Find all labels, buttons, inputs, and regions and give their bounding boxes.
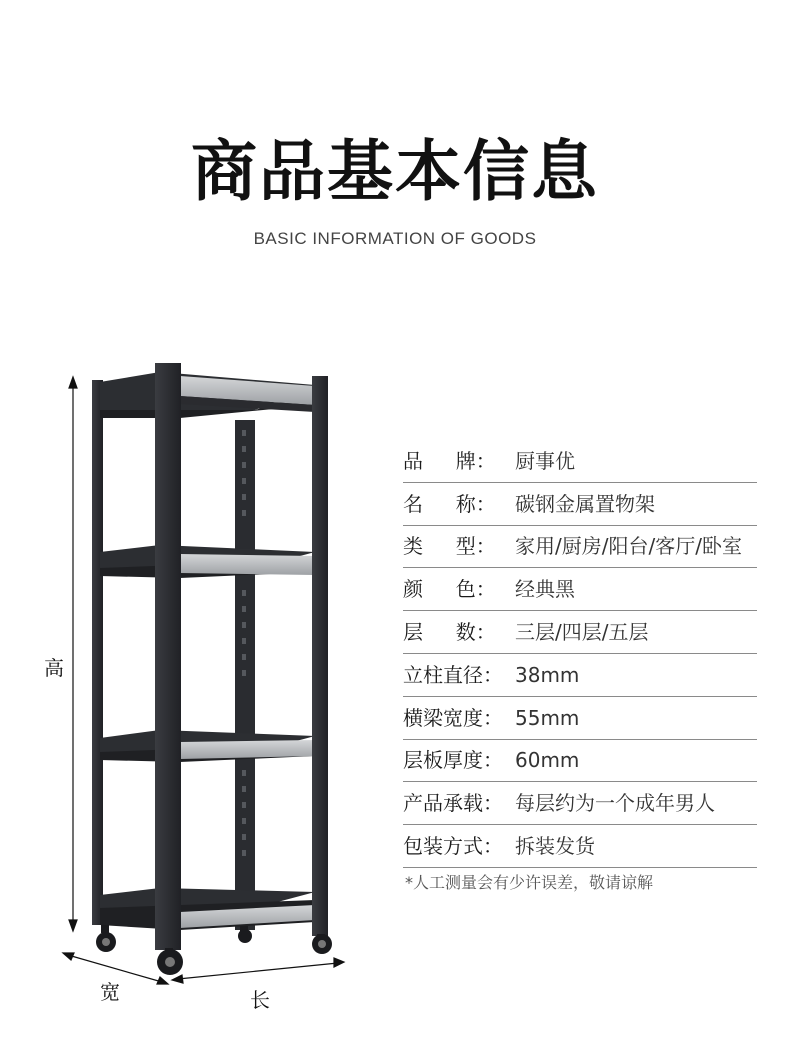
page-subtitle: BASIC INFORMATION OF GOODS <box>253 229 537 248</box>
shelf-level-4 <box>100 888 315 930</box>
spec-key: 名 称： <box>403 491 496 516</box>
spec-row-type <box>403 526 757 569</box>
page-title: 商品基本信息 <box>191 133 599 210</box>
length-arrow <box>172 958 344 983</box>
spec-value: 拆装发货 <box>515 834 595 859</box>
spec-value: 每层约为一个成年男人 <box>515 791 715 816</box>
spec-key: 层 数： <box>403 620 496 645</box>
spec-key: 立柱直径： <box>403 662 503 687</box>
spec-value: 家用/厨房/阳台/客厅/卧室 <box>515 534 742 559</box>
spec-key: 产品承载： <box>403 791 503 816</box>
spec-key: 包装方式： <box>403 834 503 859</box>
spec-row-brand <box>403 440 757 483</box>
spec-key: 横梁宽度： <box>403 705 503 730</box>
width-label: 宽 <box>100 980 120 1004</box>
spec-key: 品 牌： <box>403 448 496 473</box>
spec-value: 经典黑 <box>515 577 575 602</box>
spec-row-load <box>403 782 757 825</box>
spec-key: 颜 色： <box>403 577 496 602</box>
spec-value: 38mm <box>515 662 580 687</box>
spec-row-layers <box>403 611 757 654</box>
spec-value: 碳钢金属置物架 <box>515 491 655 516</box>
shelf-level-3 <box>100 730 315 762</box>
spec-row-name <box>403 483 757 526</box>
height-arrow <box>69 377 77 931</box>
spec-value: 55mm <box>515 705 580 730</box>
spec-row-beam-width <box>403 697 757 740</box>
spec-row-post-diameter <box>403 654 757 697</box>
spec-table <box>403 440 757 868</box>
height-label: 高 <box>44 656 64 680</box>
spec-value: 厨事优 <box>515 448 575 473</box>
spec-row-board-thickness <box>403 740 757 783</box>
shelf-level-1 <box>100 372 315 418</box>
spec-key: 层板厚度： <box>403 748 503 773</box>
measurement-note: *人工测量会有少许误差，敬请谅解 <box>405 873 654 892</box>
spec-row-color <box>403 568 757 611</box>
shelf-level-2 <box>100 545 315 578</box>
spec-value: 60mm <box>515 748 580 773</box>
spec-key: 类 型： <box>403 534 496 559</box>
spec-value: 三层/四层/五层 <box>515 620 649 645</box>
length-label: 长 <box>250 988 270 1012</box>
spec-row-packaging <box>403 825 757 868</box>
